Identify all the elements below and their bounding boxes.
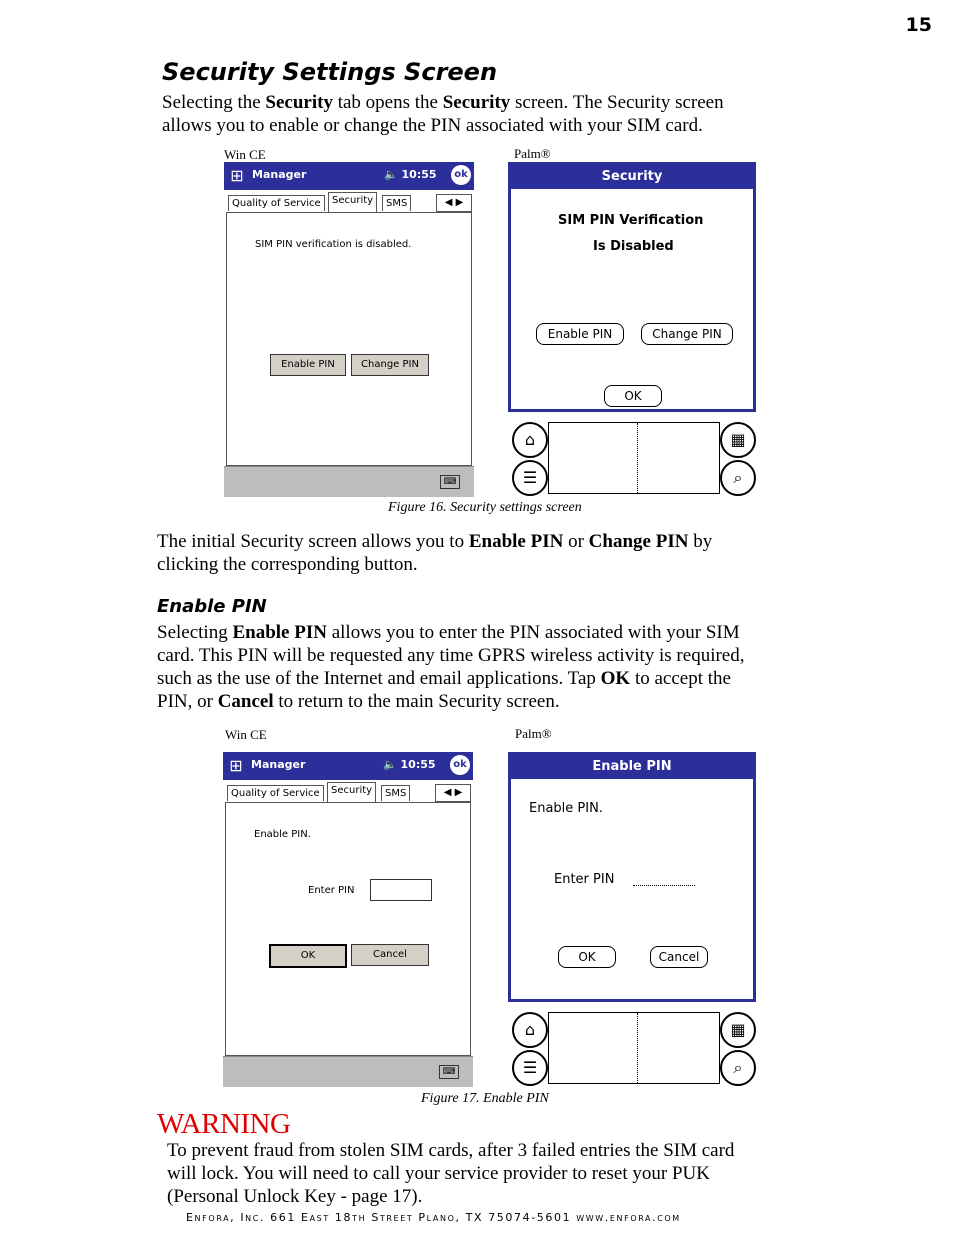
windows-start-icon[interactable]: ⊞ <box>230 166 244 185</box>
wince-label: Win CE <box>224 147 266 162</box>
figure-17-caption: Figure 17. Enable PIN <box>421 1091 549 1106</box>
wince-screenshot-enable-pin <box>223 752 473 1086</box>
palm-title: Security <box>511 165 753 189</box>
home-icon[interactable]: ⌂ <box>512 1012 548 1048</box>
palm-ok-button[interactable]: OK <box>604 385 662 407</box>
palm-enable-pin-button[interactable]: Enable PIN <box>536 323 624 345</box>
keyboard-icon[interactable]: ⌨ <box>439 1065 459 1079</box>
tab-bar <box>224 192 474 212</box>
palm-status-line1: SIM PIN Verification <box>558 213 704 228</box>
enter-pin-label: Enter PIN <box>308 885 355 896</box>
ok-button[interactable]: ok <box>450 755 470 775</box>
palm-screenshot-enable-pin <box>508 752 758 1086</box>
palm-enter-pin-label: Enter PIN <box>554 872 615 887</box>
pin-input[interactable] <box>370 879 432 901</box>
windows-start-icon[interactable]: ⊞ <box>229 756 243 775</box>
enable-pin-panel <box>225 802 471 1056</box>
ok-dialog-button[interactable]: OK <box>269 944 347 968</box>
ok-button[interactable]: ok <box>451 165 471 185</box>
enable-pin-button[interactable]: Enable PIN <box>270 354 346 376</box>
clock: 🔈 10:55 <box>384 168 437 181</box>
initial-screen-paragraph: The initial Security screen allows you to Enable PIN or Change PIN by clicking the corresponding button. <box>157 531 713 575</box>
tab-sms[interactable]: SMS <box>381 785 410 801</box>
tab-scroll-arrows-icon[interactable]: ◀ ▶ <box>435 784 471 802</box>
palm-label: Palm® <box>514 146 551 161</box>
warning-paragraph: To prevent fraud from stolen SIM cards, after 3 failed entries the SIM card will lock. You will need to call your service provider to reset your PUK (Personal Unlock Key - page 17). <box>167 1140 735 1207</box>
palm-enable-pin-message: Enable PIN. <box>529 801 603 816</box>
intro-paragraph: Selecting the Security tab opens the Security screen. The Security screen allows you to enable or change the PIN associated with your SIM card. <box>162 92 724 136</box>
wince-titlebar <box>223 752 473 780</box>
palm-screenshot-security <box>508 162 758 496</box>
tab-quality-of-service[interactable]: Quality of Service <box>228 195 325 211</box>
palm-status-line2: Is Disabled <box>593 239 674 254</box>
graffiti-area <box>508 418 758 496</box>
palm-pin-field[interactable] <box>633 885 695 886</box>
section-title: Security Settings Screen <box>162 58 498 86</box>
calculator-icon[interactable]: ▦ <box>720 422 756 458</box>
warning-heading: WARNING <box>157 1108 291 1140</box>
find-icon[interactable]: ⌕ <box>720 460 756 496</box>
tab-security[interactable]: Security <box>328 192 377 212</box>
figure-16-caption: Figure 16. Security settings screen <box>388 500 582 515</box>
page-number: 15 <box>905 14 932 36</box>
home-icon[interactable]: ⌂ <box>512 422 548 458</box>
wince-screenshot-security <box>224 162 474 496</box>
change-pin-button[interactable]: Change PIN <box>351 354 429 376</box>
wince-menu-bar <box>223 1056 473 1087</box>
graffiti-box[interactable] <box>548 1012 720 1084</box>
palm-ok-button[interactable]: OK <box>558 946 616 968</box>
find-icon[interactable]: ⌕ <box>720 1050 756 1086</box>
enable-pin-paragraph: Selecting Enable PIN allows you to enter the PIN associated with your SIM card. This PIN will be requested any time GPRS wireless activity is required, such as the use of the Internet and email applications. Tap OK to accept the PIN, or Cancel to return to the main Security screen. <box>157 622 745 712</box>
palm-title: Enable PIN <box>511 755 753 779</box>
menu-icon[interactable]: ☰ <box>512 1050 548 1086</box>
tab-bar <box>223 782 473 802</box>
calculator-icon[interactable]: ▦ <box>720 1012 756 1048</box>
wince-label-2: Win CE <box>225 727 267 742</box>
keyboard-icon[interactable]: ⌨ <box>440 475 460 489</box>
cancel-button[interactable]: Cancel <box>351 944 429 966</box>
page-footer: Enfora, Inc. 661 East 18th Street Plano, TX 75074-5601 www.enfora.com <box>186 1211 681 1224</box>
wince-titlebar <box>224 162 474 190</box>
enable-pin-message: Enable PIN. <box>254 829 311 840</box>
app-name: Manager <box>252 168 307 181</box>
clock: 🔈 10:55 <box>383 758 436 771</box>
palm-change-pin-button[interactable]: Change PIN <box>641 323 733 345</box>
security-panel <box>226 212 472 466</box>
tab-sms[interactable]: SMS <box>382 195 411 211</box>
tab-scroll-arrows-icon[interactable]: ◀ ▶ <box>436 194 472 212</box>
graffiti-box[interactable] <box>548 422 720 494</box>
graffiti-area <box>508 1008 758 1086</box>
wince-menu-bar <box>224 466 474 497</box>
pin-status-message: SIM PIN verification is disabled. <box>255 239 412 250</box>
palm-screen <box>508 162 756 412</box>
tab-security[interactable]: Security <box>327 782 376 802</box>
palm-screen <box>508 752 756 1002</box>
app-name: Manager <box>251 758 306 771</box>
enable-pin-heading: Enable PIN <box>157 596 267 617</box>
palm-label-2: Palm® <box>515 726 552 741</box>
tab-quality-of-service[interactable]: Quality of Service <box>227 785 324 801</box>
palm-cancel-button[interactable]: Cancel <box>650 946 708 968</box>
menu-icon[interactable]: ☰ <box>512 460 548 496</box>
